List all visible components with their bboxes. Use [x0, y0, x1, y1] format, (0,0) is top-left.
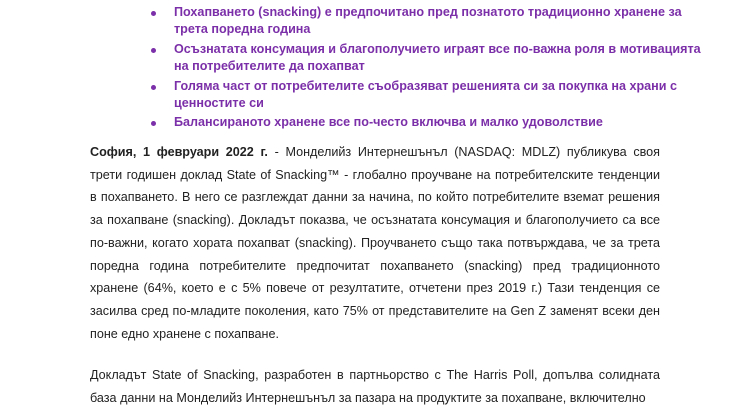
bullet-icon — [151, 121, 156, 126]
highlight-text: Балансираното хранене все по-често включва и малко удоволствие — [174, 115, 603, 130]
highlight-item — [145, 114, 705, 131]
dateline: София, 1 февруари 2022 г. — [90, 145, 268, 159]
body-paragraph — [90, 141, 660, 345]
highlight-text: Голяма част от потребителите съобразяват решенията си за покупка на храни с ценностите си — [174, 78, 677, 111]
highlight-text: Осъзнатата консумация и благополучието играят все по-важна роля в мотивацията на потребителите да похапват — [174, 41, 701, 74]
highlight-text: Похапването (snacking) е предпочитано пред познатото традиционно хранене за трета поредна година — [174, 5, 682, 37]
highlight-item — [145, 4, 705, 39]
paragraph-text: Докладът State of Snacking, разработен в партньорство с The Harris Poll, допълва солидната база данни на Монделийз Интернешънъл за пазара на продуктите за похапване, включително — [90, 368, 660, 405]
body-paragraph — [90, 364, 660, 409]
highlights-list — [145, 4, 705, 134]
bullet-icon — [151, 48, 156, 53]
highlight-item — [145, 78, 705, 113]
bullet-icon — [151, 11, 156, 16]
bullet-icon — [151, 85, 156, 90]
paragraph-text: - Монделийз Интернешънъл (NASDAQ: MDLZ) публикува своя трети годишен доклад State of Snacking™ - глобално проучване на потребителските тенденции в похапването. В него се разглеждат данни за начина, по който потребителите вземат решения за похапване (snacking). Докладът показва, че осъзнатата консумация и благополучието са все по-важни, когато хората похапват (snacking). Проучването също така потвърждава, че за трета поредна година потребителите предпочитат похапването (snacking) пред традиционното хранене (64%, което е с 5% повече от резултатите, отчетени през 2019 г.) Тази тенденция се засилва сред по-младите поколения, като 75% от представителите на Gen Z заменят всеки ден поне едно хранене с похапване. — [90, 145, 660, 341]
highlight-item — [145, 41, 705, 76]
